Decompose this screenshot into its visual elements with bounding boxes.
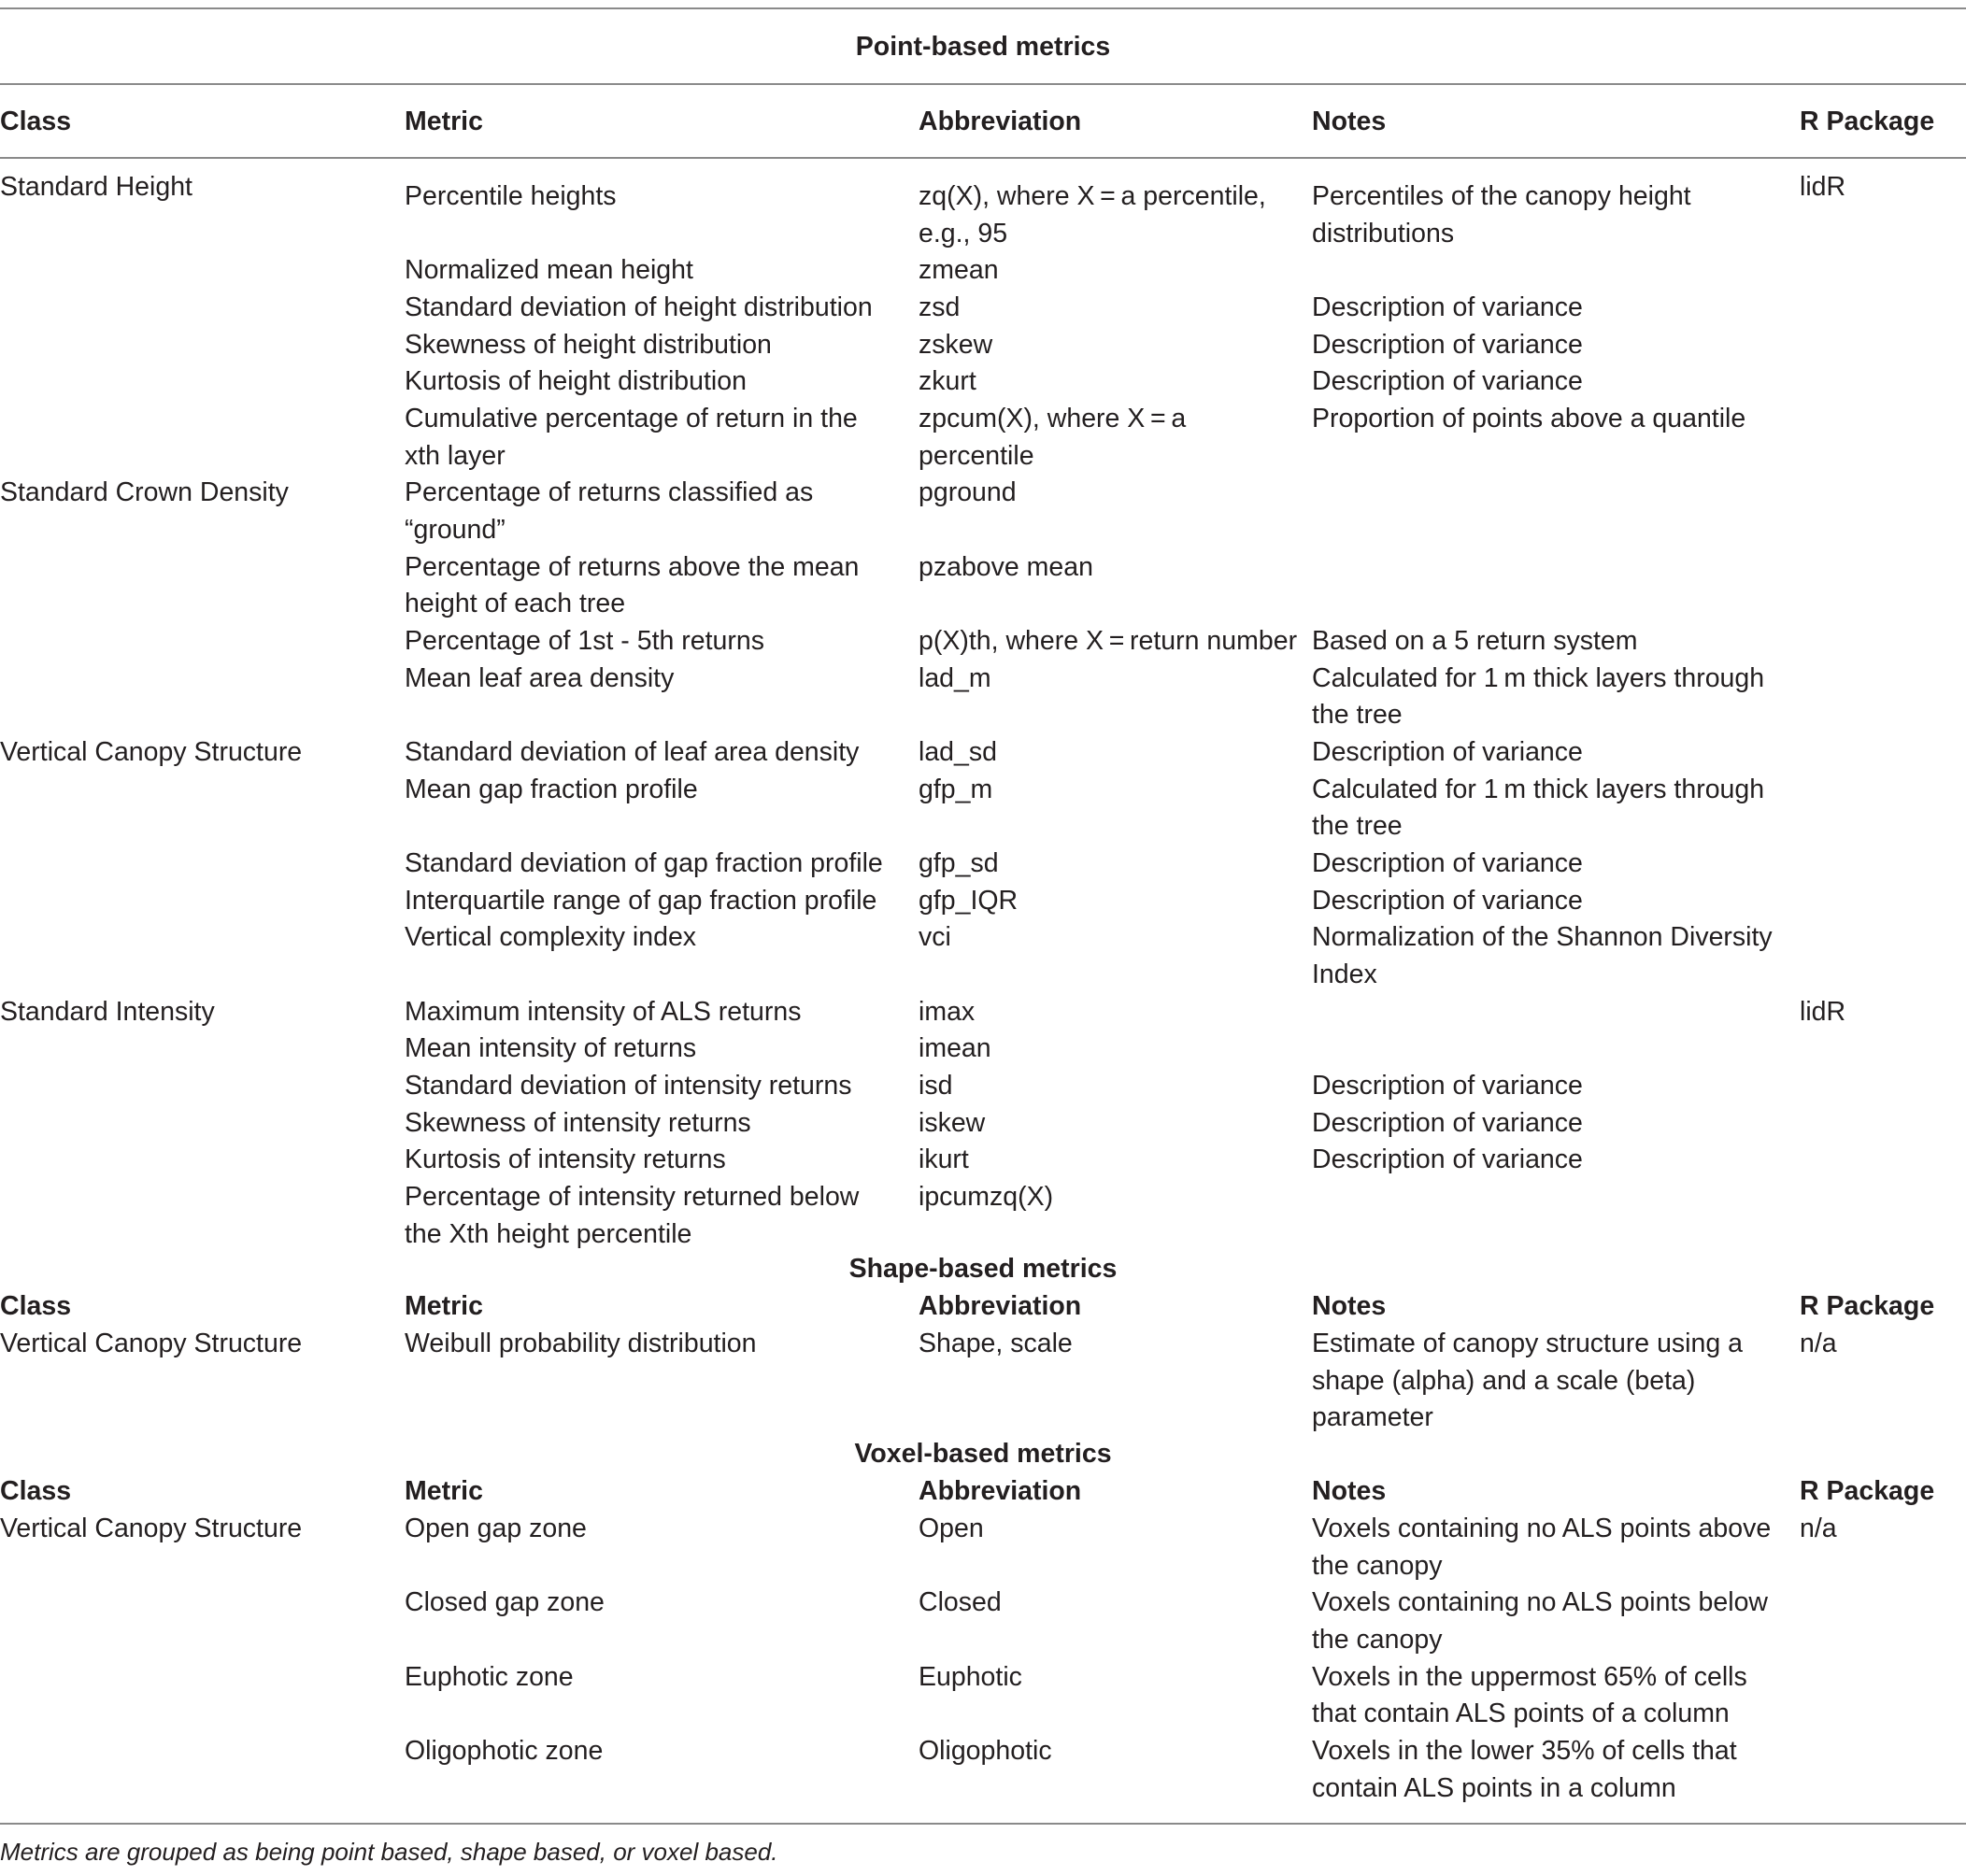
cell-class: Standard Crown Density	[0, 477, 289, 508]
cell-notes: Description of variance	[1312, 1144, 1583, 1175]
cell-abbreviation: Oligophotic	[919, 1736, 1052, 1766]
cell-abbreviation: iskew	[919, 1107, 986, 1138]
cell-notes: Description of variance	[1312, 1070, 1583, 1101]
cell-abbreviation: zmean	[919, 255, 999, 286]
cell-notes: Description of variance	[1312, 736, 1583, 767]
cell-abbreviation: lad_m	[919, 662, 991, 693]
cell-metric: Mean intensity of returns	[405, 1033, 697, 1064]
cell-metric: Weibull probability distribution	[405, 1329, 757, 1358]
cell-notes: Normalization of the Shannon Diversity	[1312, 922, 1773, 953]
cell-abbreviation: Euphotic	[919, 1661, 1022, 1692]
cell-notes: the tree	[1312, 811, 1403, 842]
cell-r-package: n/a	[1800, 1514, 1837, 1543]
cell-metric: height of each tree	[405, 589, 626, 619]
table-footnote: Metrics are grouped as being point based, shape based, or voxel based.	[0, 1838, 778, 1866]
cell-notes: parameter	[1312, 1402, 1433, 1433]
cell-abbreviation: ikurt	[919, 1144, 969, 1175]
cell-abbreviation: Open	[919, 1514, 984, 1543]
cell-notes: Description of variance	[1312, 366, 1583, 397]
cell-metric: Kurtosis of height distribution	[405, 366, 747, 397]
cell-notes: Calculated for 1 m thick layers through	[1312, 774, 1765, 804]
cell-abbreviation: ipcumzq(X)	[919, 1181, 1054, 1212]
cell-metric: Interquartile range of gap fraction profile	[405, 885, 877, 916]
cell-metric: Cumulative percentage of return in the	[405, 404, 858, 433]
cell-metric: Percentage of returns above the mean	[405, 551, 860, 582]
cell-notes: Description of variance	[1312, 292, 1583, 322]
cell-notes: Based on a 5 return system	[1312, 625, 1638, 656]
cell-metric: Kurtosis of intensity returns	[405, 1144, 726, 1175]
cell-r-package: lidR	[1800, 172, 1846, 202]
cell-notes: distributions	[1312, 218, 1455, 249]
header-r-package: R Package	[1800, 1291, 1935, 1321]
cell-abbreviation: gfp_IQR	[919, 885, 1019, 916]
cell-notes: the canopy	[1312, 1625, 1443, 1655]
cell-abbreviation: vci	[919, 922, 951, 953]
cell-metric: Normalized mean height	[405, 255, 693, 286]
cell-abbreviation: pzabove mean	[919, 551, 1093, 582]
section-title-voxel: Voxel-based metrics	[854, 1439, 1112, 1469]
cell-class: Standard Intensity	[0, 996, 215, 1027]
header-metric: Metric	[405, 107, 483, 136]
header-abbreviation: Abbreviation	[919, 1476, 1082, 1506]
cell-metric: Skewness of intensity returns	[405, 1107, 751, 1138]
cell-abbreviation: lad_sd	[919, 736, 997, 767]
cell-notes: Description of variance	[1312, 329, 1583, 360]
header-class: Class	[0, 107, 72, 136]
header-metric: Metric	[405, 1476, 483, 1506]
cell-abbreviation: pground	[919, 477, 1017, 508]
header-abbreviation: Abbreviation	[919, 107, 1082, 136]
header-metric: Metric	[405, 1291, 483, 1321]
header-r-package: R Package	[1800, 1476, 1935, 1506]
header-class: Class	[0, 1291, 72, 1321]
cell-notes: Estimate of canopy structure using a	[1312, 1329, 1743, 1358]
cell-notes: Description of variance	[1312, 885, 1583, 916]
header-notes: Notes	[1312, 107, 1387, 136]
cell-metric: Standard deviation of leaf area density	[405, 736, 860, 767]
cell-class: Vertical Canopy Structure	[0, 736, 303, 767]
header-notes: Notes	[1312, 1476, 1387, 1506]
cell-metric: the Xth height percentile	[405, 1218, 692, 1249]
cell-abbreviation: gfp_sd	[919, 847, 999, 878]
cell-metric: Standard deviation of intensity returns	[405, 1070, 852, 1101]
cell-metric: Standard deviation of gap fraction profile	[405, 847, 883, 878]
cell-notes: the canopy	[1312, 1550, 1443, 1581]
bottom-rule	[0, 1823, 1966, 1825]
cell-abbreviation: imean	[919, 1033, 991, 1064]
cell-abbreviation: zskew	[919, 329, 993, 360]
header-notes: Notes	[1312, 1291, 1387, 1321]
cell-abbreviation: p(X)th, where X = return number	[919, 625, 1298, 656]
cell-notes: Voxels in the uppermost 65% of cells	[1312, 1661, 1747, 1692]
cell-abbreviation: Closed	[919, 1587, 1002, 1618]
cell-notes: the tree	[1312, 700, 1403, 731]
cell-r-package: n/a	[1800, 1329, 1837, 1358]
cell-notes: Percentiles of the canopy height	[1312, 181, 1691, 211]
cell-metric: Oligophotic zone	[405, 1736, 604, 1766]
cell-notes: Voxels containing no ALS points below	[1312, 1587, 1769, 1618]
cell-metric: “ground”	[405, 514, 506, 545]
header-r-package: R Package	[1800, 107, 1935, 136]
cell-abbreviation: zpcum(X), where X = a	[919, 404, 1187, 433]
cell-metric: Percentage of returns classified as	[405, 477, 814, 508]
cell-notes: Voxels containing no ALS points above	[1312, 1514, 1772, 1543]
cell-metric: Mean gap fraction profile	[405, 774, 698, 804]
section-title-shape: Shape-based metrics	[848, 1254, 1118, 1284]
cell-metric: xth layer	[405, 440, 506, 471]
cell-notes: Index	[1312, 959, 1377, 989]
cell-notes: Description of variance	[1312, 1107, 1583, 1138]
cell-metric: Open gap zone	[405, 1514, 587, 1543]
top-rule	[0, 7, 1966, 9]
cell-notes: Voxels in the lower 35% of cells that	[1312, 1736, 1737, 1766]
cell-abbreviation: zsd	[919, 292, 961, 322]
cell-notes: shape (alpha) and a scale (beta)	[1312, 1365, 1696, 1396]
header-rule	[0, 157, 1966, 159]
cell-metric: Maximum intensity of ALS returns	[405, 996, 802, 1027]
header-class: Class	[0, 1476, 72, 1506]
cell-notes: Proportion of points above a quantile	[1312, 404, 1746, 433]
cell-abbreviation: percentile	[919, 440, 1034, 471]
cell-abbreviation: gfp_m	[919, 774, 993, 804]
cell-metric: Percentile heights	[405, 181, 617, 211]
cell-class: Vertical Canopy Structure	[0, 1514, 303, 1543]
cell-metric: Standard deviation of height distribution	[405, 292, 873, 322]
section-title-point: Point-based metrics	[855, 32, 1111, 62]
cell-abbreviation: e.g., 95	[919, 218, 1008, 249]
cell-metric: Closed gap zone	[405, 1587, 605, 1618]
cell-notes: that contain ALS points of a column	[1312, 1698, 1730, 1729]
cell-metric: Percentage of intensity returned below	[405, 1181, 860, 1212]
cell-abbreviation: zq(X), where X = a percentile,	[919, 181, 1266, 211]
cell-metric: Mean leaf area density	[405, 662, 675, 693]
cell-notes: Calculated for 1 m thick layers through	[1312, 662, 1765, 693]
cell-metric: Percentage of 1st - 5th returns	[405, 625, 764, 656]
cell-metric: Euphotic zone	[405, 1661, 574, 1692]
cell-class: Standard Height	[0, 172, 192, 202]
header-abbreviation: Abbreviation	[919, 1291, 1082, 1321]
cell-metric: Vertical complexity index	[405, 922, 697, 953]
cell-abbreviation: zkurt	[919, 366, 976, 397]
cell-abbreviation: imax	[919, 996, 976, 1027]
cell-r-package: lidR	[1800, 996, 1846, 1027]
cell-notes: contain ALS points in a column	[1312, 1772, 1676, 1803]
cell-metric: Skewness of height distribution	[405, 329, 772, 360]
cell-abbreviation: isd	[919, 1070, 953, 1101]
cell-notes: Description of variance	[1312, 847, 1583, 878]
cell-class: Vertical Canopy Structure	[0, 1329, 303, 1358]
cell-abbreviation: Shape, scale	[919, 1329, 1073, 1358]
section-rule	[0, 83, 1966, 85]
